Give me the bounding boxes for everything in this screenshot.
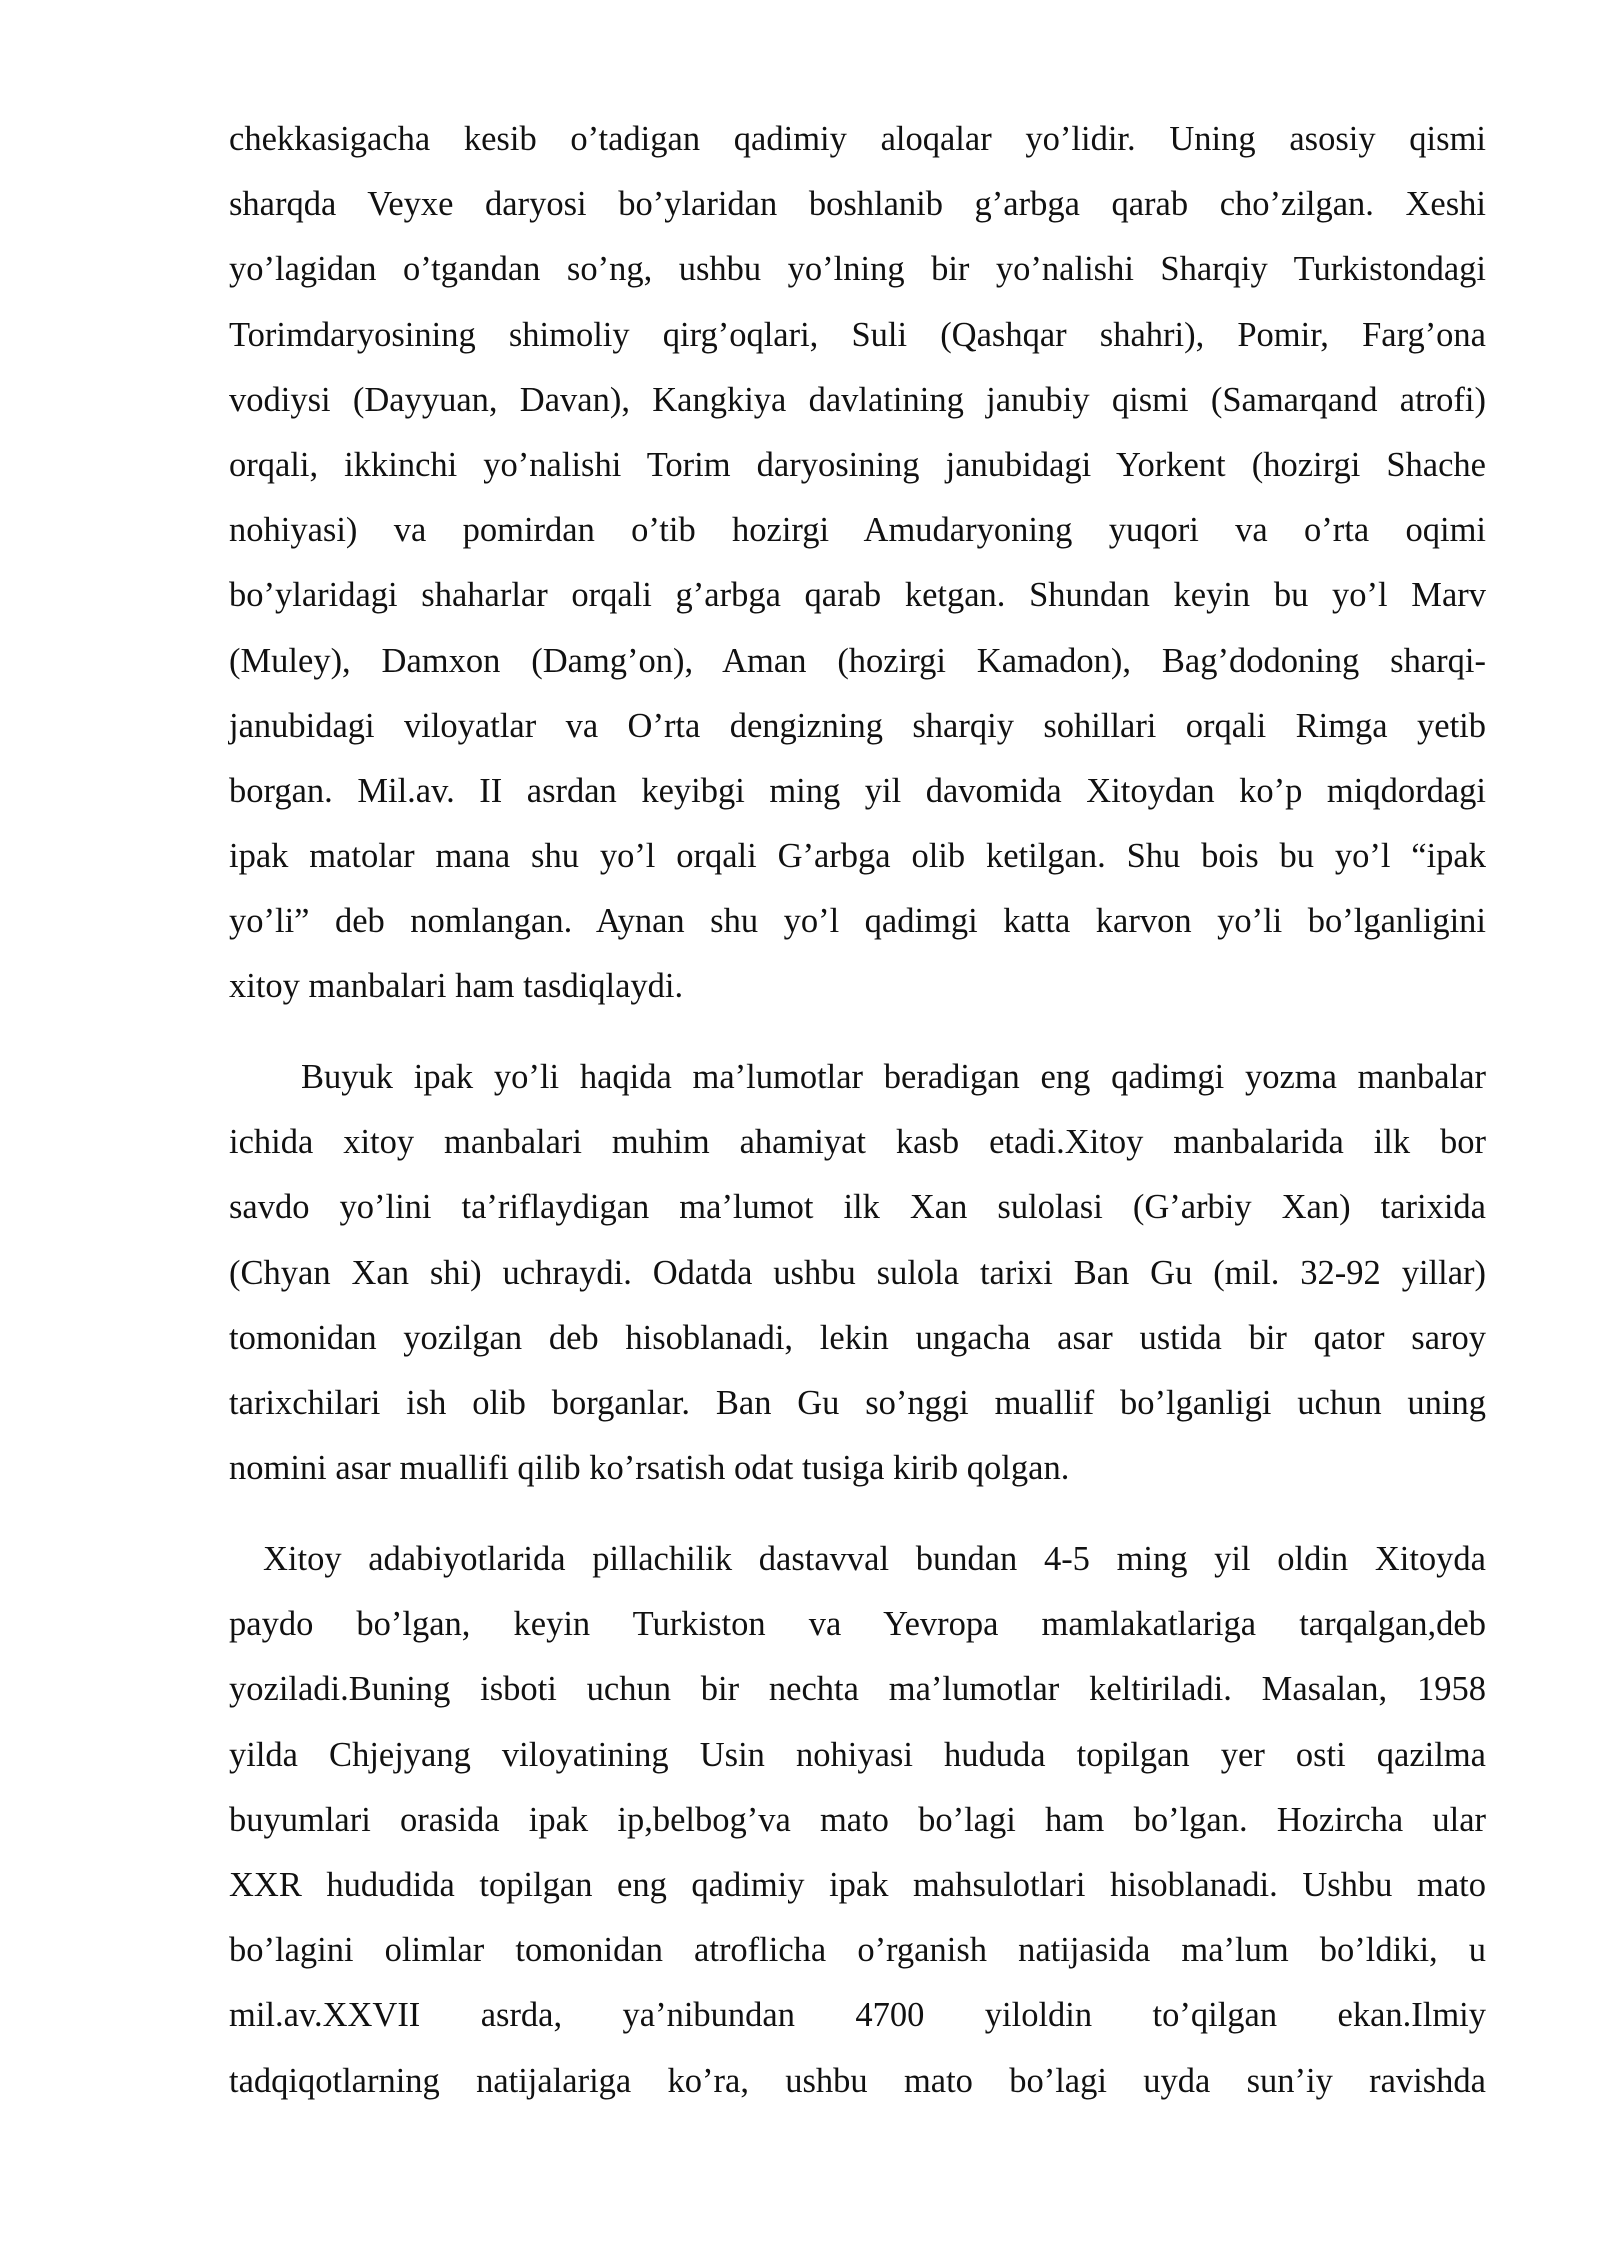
paragraph-line: Torimdaryosining shimoliy qirg’oqlari, Suli (Qashqar shahri), Pomir, Farg’ona (229, 315, 1486, 354)
paragraph-line: buyumlari orasida ipak ip,belbog’va mato bo’lagi ham bo’lgan. Hozircha ular (229, 1800, 1486, 1839)
paragraph-3 (229, 1527, 1486, 2114)
paragraph-line: tarixchilari ish olib borganlar. Ban Gu so’nggi muallif bo’lganligi uchun uning (229, 1383, 1486, 1422)
paragraph-line: bo’ylaridagi shaharlar orqali g’arbga qarab ketgan. Shundan keyin bu yo’l Marv (229, 576, 1486, 615)
paragraph-line: savdo yo’lini ta’riflaydigan ma’lumot ilk Xan sulolasi (G’arbiy Xan) tarixida (229, 1188, 1486, 1227)
paragraph-line: xitoy manbalari ham tasdiqlaydi. (229, 967, 684, 1006)
paragraph-line: paydo bo’lgan, keyin Turkiston va Yevropa mamlakatlariga tarqalgan,deb (229, 1605, 1486, 1644)
paragraph-line: orqali, ikkinchi yo’nalishi Torim daryosining janubidagi Yorkent (hozirgi Shache (229, 445, 1486, 484)
paragraph-line: (Muley), Damxon (Damg’on), Aman (hozirgi Kamadon), Bag’dodoning sharqi- (229, 641, 1486, 680)
paragraph-line: vodiysi (Dayyuan, Davan), Kangkiya davlatining janubiy qismi (Samarqand atrofi) (229, 380, 1486, 419)
paragraph-line: ichida xitoy manbalari muhim ahamiyat kasb etadi.Xitoy manbalarida ilk bor (229, 1123, 1486, 1162)
paragraph-line: borgan. Mil.av. II asrdan keyibgi ming yil davomida Xitoydan ko’p miqdordagi (229, 771, 1486, 810)
paragraph-line: ipak matolar mana shu yo’l orqali G’arbga olib ketilgan. Shu bois bu yo’l “ipak (229, 837, 1486, 876)
paragraph-line: janubidagi viloyatlar va O’rta dengizning sharqiy sohillari orqali Rimga yetib (229, 706, 1486, 745)
paragraph-line: Xitoy adabiyotlarida pillachilik dastavval bundan 4-5 ming yil oldin Xitoyda (263, 1540, 1486, 1578)
paragraph-line: XXR hududida topilgan eng qadimiy ipak mahsulotlari hisoblanadi. Ushbu mato (229, 1865, 1486, 1904)
paragraph-line: nohiyasi) va pomirdan o’tib hozirgi Amudaryoning yuqori va o’rta oqimi (229, 511, 1486, 550)
paragraph-line: yo’lagidan o’tgandan so’ng, ushbu yo’lning bir yo’nalishi Sharqiy Turkistondagi (229, 250, 1486, 289)
paragraph-line: bo’lagini olimlar tomonidan atroflicha o’rganish natijasida ma’lum bo’ldiki, u (229, 1931, 1486, 1970)
paragraph-line: mil.av.XXVII asrda, ya’nibundan 4700 yiloldin to’qilgan ekan.Ilmiy (229, 1996, 1486, 2035)
paragraph-line: yilda Chjejyang viloyatining Usin nohiyasi hududa topilgan yer osti qazilma (229, 1735, 1486, 1774)
paragraph-line: tomonidan yozilgan deb hisoblanadi, lekin ungacha asar ustida bir qator saroy (229, 1318, 1486, 1357)
paragraph-line: Buyuk ipak yo’li haqida ma’lumotlar beradigan eng qadimgi yozma manbalar (301, 1058, 1486, 1096)
paragraph-2 (229, 1045, 1486, 1501)
paragraph-line: yoziladi.Buning isboti uchun bir nechta ma’lumotlar keltiriladi. Masalan, 1958 (229, 1670, 1486, 1709)
paragraph-1 (229, 107, 1486, 1020)
paragraph-line: nomini asar muallifi qilib ko’rsatish odat tusiga kirib qolgan. (229, 1449, 1070, 1488)
paragraph-line: sharqda Veyxe daryosi bo’ylaridan boshlanib g’arbga qarab cho’zilgan. Xeshi (229, 185, 1486, 224)
paragraph-line: yo’li” deb nomlangan. Aynan shu yo’l qadimgi katta karvon yo’li bo’lganligini (229, 902, 1486, 941)
paragraph-line: (Chyan Xan shi) uchraydi. Odatda ushbu sulola tarixi Ban Gu (mil. 32-92 yillar) (229, 1253, 1486, 1292)
paragraph-line: chekkasigacha kesib o’tadigan qadimiy aloqalar yo’lidir. Uning asosiy qismi (229, 120, 1486, 158)
paragraph-line: tadqiqotlarning natijalariga ko’ra, ushbu mato bo’lagi uyda sun’iy ravishda (229, 2061, 1486, 2100)
